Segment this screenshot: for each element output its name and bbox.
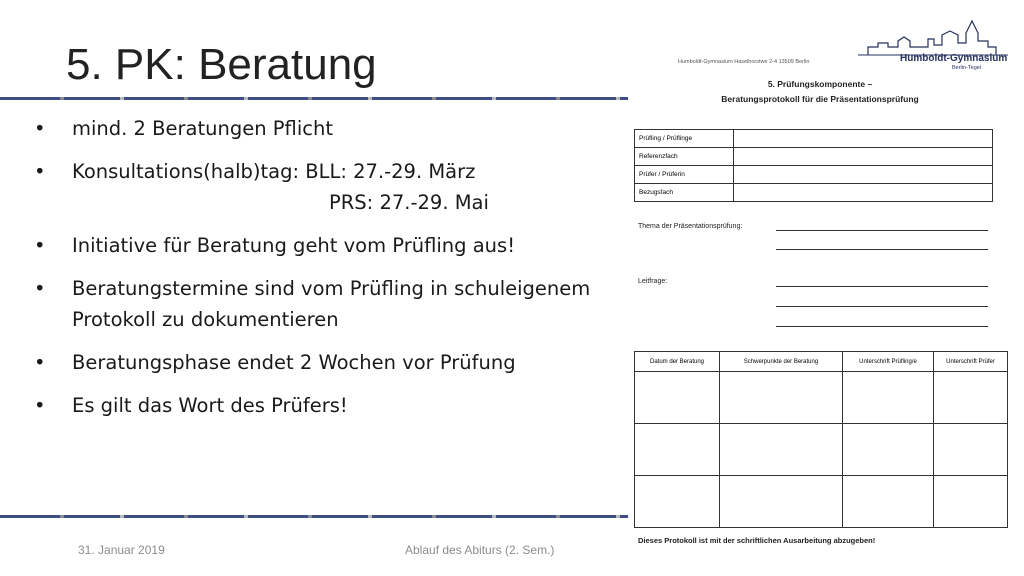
bullet-icon: • [34,394,46,417]
bullet-icon: • [34,351,46,374]
footer-date: 31. Januar 2019 [78,543,165,557]
bullet-item: • Beratungsphase endet 2 Wochen vor Prüfung [32,347,602,378]
thema-line [776,249,988,250]
title-divider [0,97,630,100]
table-cell [734,148,993,166]
bullet-icon: • [34,234,46,257]
protocol-form-image [628,15,1012,560]
bullet-item: • Initiative für Beratung geht vom Prüfling aus! [32,230,602,261]
slide-title: 5. PK: Beratung [66,40,377,89]
school-address: Humboldt-Gymnasium Haselhorstwe 2-4 13509 Berlin [678,59,810,65]
footer-title: Ablauf des Abiturs (2. Sem.) [405,543,555,557]
bullet-continuation: PRS: 27.-29. Mai [329,191,489,214]
form-footer-note: Dieses Protokoll ist mit der schriftlichen Ausarbeitung abzugeben! [638,536,876,545]
school-logo [858,17,1008,79]
form-subheading: Beratungsprotokoll für die Präsentationsprüfung [721,94,919,104]
table-row [635,476,1008,528]
thema-line [776,230,988,231]
bullet-icon: • [34,277,46,300]
consultation-table [634,351,1008,528]
column-header: Unterschrift Prüfling/e [843,352,934,372]
bullet-item: • mind. 2 Beratungen Pflicht [32,113,602,144]
candidate-table [634,129,993,202]
table-cell-label: Prüfling / Prüflinge [635,130,734,148]
leitfrage-label: Leitfrage: [638,278,668,285]
bullet-item: • Beratungstermine sind vom Prüfling in schuleigenem Protokoll zu dokumentieren [32,273,602,335]
bullet-item: • Es gilt das Wort des Prüfers! [32,390,602,421]
bullet-item: • Konsultations(halb)tag: BLL: 27.-29. März [32,156,602,187]
castle-skyline-icon [858,17,1008,57]
table-cell-label: Bezugsfach [635,184,734,202]
table-cell-label: Prüfer / Prüferin [635,166,734,184]
bullet-icon: • [34,160,46,183]
logo-name: Humboldt-Gymnasium [900,53,1008,64]
leitfrage-line [776,286,988,287]
table-cell [734,166,993,184]
form-heading: 5. Prüfungskomponente – [767,79,873,89]
leitfrage-line [776,306,988,307]
footer-divider [0,515,630,518]
logo-subtitle: Berlin-Tegel [952,65,982,71]
table-cell [734,130,993,148]
column-header: Datum der Beratung [635,352,720,372]
table-cell [734,184,993,202]
table-row [635,372,1008,424]
bullet-icon: • [34,117,46,140]
column-header: Schwerpunkte der Beratung [720,352,843,372]
column-header: Unterschrift Prüfer [934,352,1008,372]
table-row [635,424,1008,476]
thema-label: Thema der Präsentationsprüfung: [638,223,743,230]
bullet-list [32,113,602,433]
leitfrage-line [776,326,988,327]
table-cell-label: Referenzfach [635,148,734,166]
